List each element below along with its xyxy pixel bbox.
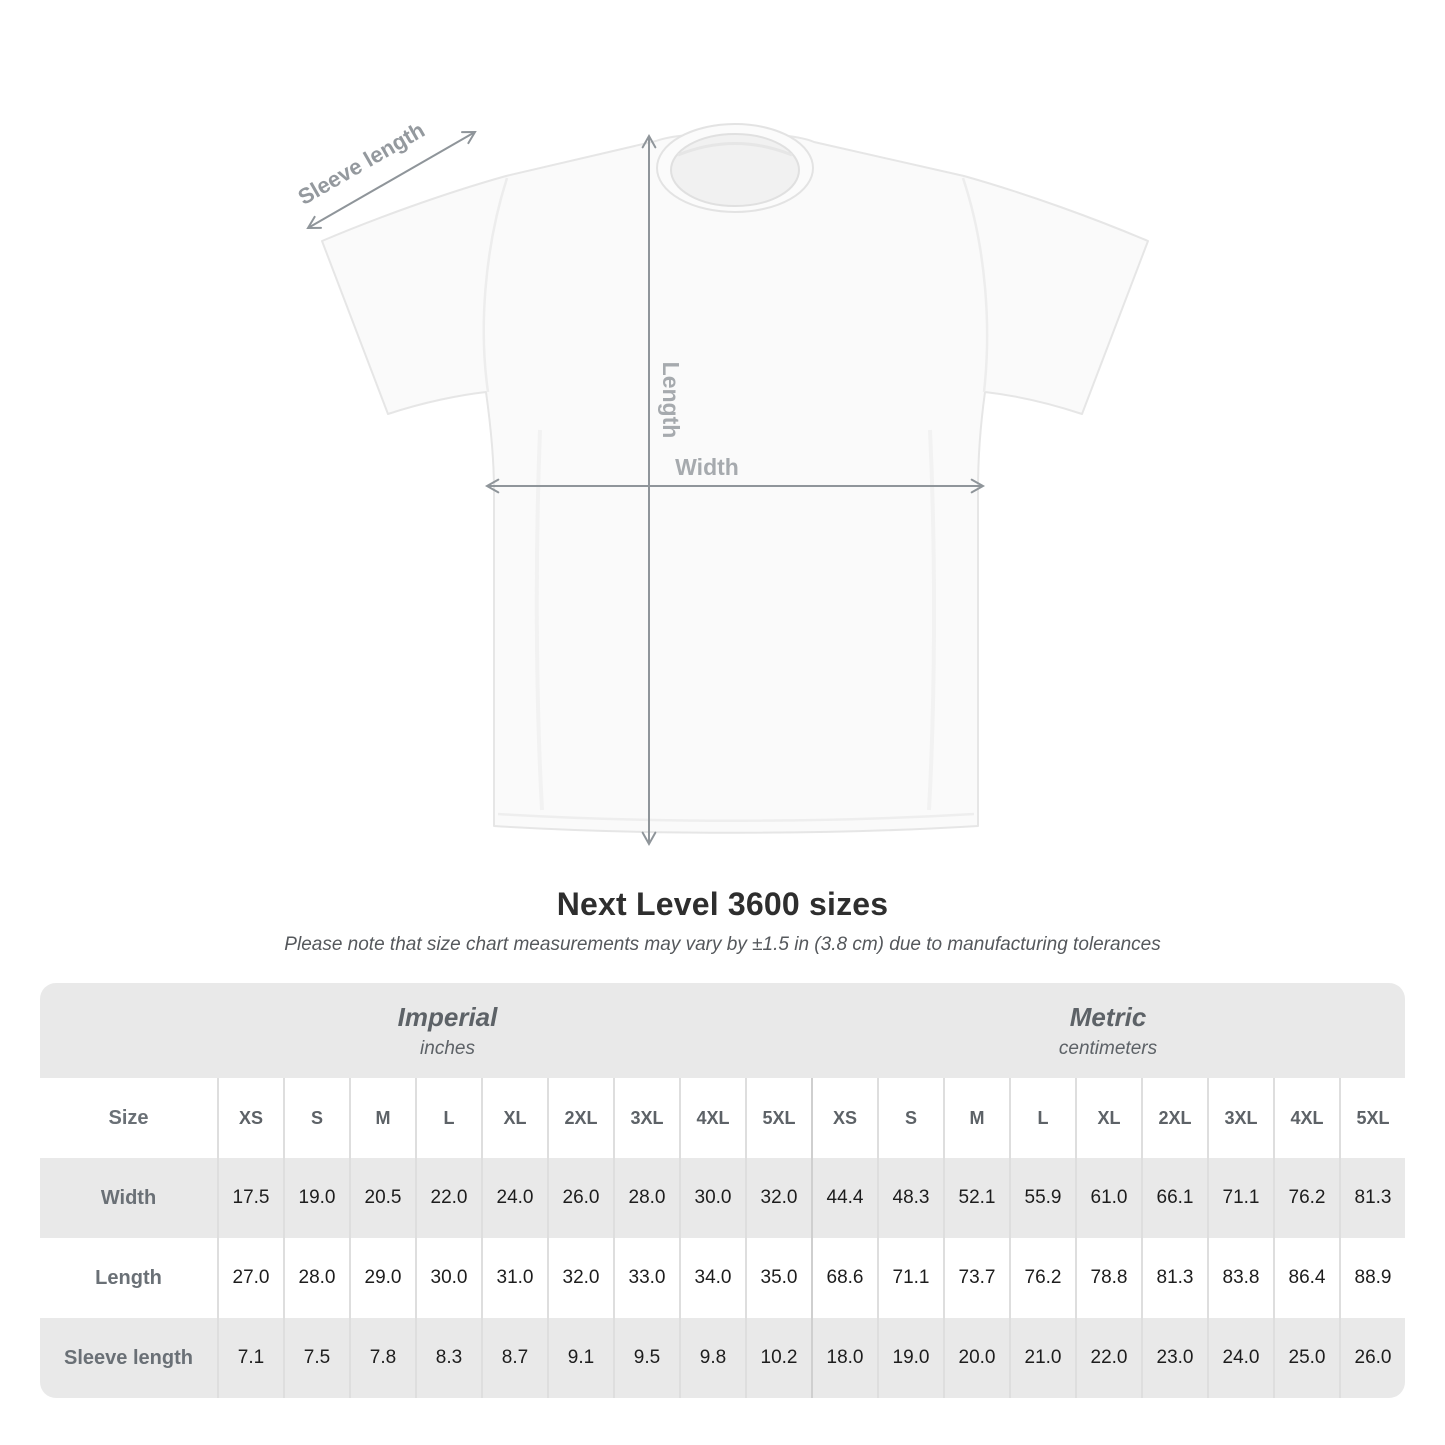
metric-group-header [811, 983, 1405, 1078]
cell-width-metric-2xl: 66.1 [1141, 1158, 1207, 1238]
cell-length-imperial-l: 30.0 [415, 1238, 481, 1318]
size-header-label: Size [108, 1106, 149, 1129]
size-col-metric-4xl: 4XL [1273, 1078, 1339, 1158]
cell-length-metric-4xl: 86.4 [1273, 1238, 1339, 1318]
width-label: Width [675, 454, 739, 480]
cell-sleeve-length-imperial-3xl: 9.5 [613, 1318, 679, 1398]
cell-length-metric-m: 73.7 [943, 1238, 1009, 1318]
size-col-imperial-s: S [283, 1078, 349, 1158]
row-length [40, 1238, 1405, 1318]
size-col-imperial-xs: XS [217, 1078, 283, 1158]
size-col-metric-5xl: 5XL [1339, 1078, 1405, 1158]
cell-sleeve-length-metric-xl: 22.0 [1075, 1318, 1141, 1398]
metric-group-unit: centimeters [1058, 1037, 1158, 1059]
row-sleeve-length-label: Sleeve length [64, 1346, 193, 1369]
cell-width-imperial-3xl: 28.0 [613, 1158, 679, 1238]
cell-width-metric-s: 48.3 [877, 1158, 943, 1238]
cell-width-metric-5xl: 81.3 [1339, 1158, 1405, 1238]
cell-sleeve-length-imperial-xs: 7.1 [217, 1318, 283, 1398]
cell-sleeve-length-metric-5xl: 26.0 [1339, 1318, 1405, 1398]
row-width [40, 1158, 1405, 1238]
cell-width-imperial-2xl: 26.0 [547, 1158, 613, 1238]
cell-length-imperial-5xl: 35.0 [745, 1238, 811, 1318]
row-sleeve-length [40, 1318, 1405, 1398]
cell-width-metric-l: 55.9 [1009, 1158, 1075, 1238]
cell-length-imperial-xs: 27.0 [217, 1238, 283, 1318]
size-col-imperial-l: L [415, 1078, 481, 1158]
size-col-metric-m: M [943, 1078, 1009, 1158]
size-col-metric-s: S [877, 1078, 943, 1158]
cell-length-metric-s: 71.1 [877, 1238, 943, 1318]
size-table [40, 983, 1405, 1398]
size-col-metric-xl: XL [1075, 1078, 1141, 1158]
cell-sleeve-length-imperial-xl: 8.7 [481, 1318, 547, 1398]
cell-length-metric-5xl: 88.9 [1339, 1238, 1405, 1318]
cell-width-imperial-m: 20.5 [349, 1158, 415, 1238]
cell-sleeve-length-imperial-4xl: 9.8 [679, 1318, 745, 1398]
length-label: Length [658, 361, 684, 439]
size-col-imperial-5xl: 5XL [745, 1078, 811, 1158]
cell-width-imperial-5xl: 32.0 [745, 1158, 811, 1238]
cell-width-metric-m: 52.1 [943, 1158, 1009, 1238]
cell-sleeve-length-imperial-m: 7.8 [349, 1318, 415, 1398]
size-col-imperial-xl: XL [481, 1078, 547, 1158]
size-header-row [40, 1078, 1405, 1158]
cell-length-metric-xs: 68.6 [811, 1238, 877, 1318]
size-col-metric-3xl: 3XL [1207, 1078, 1273, 1158]
row-length-label: Length [95, 1266, 162, 1289]
cell-length-imperial-xl: 31.0 [481, 1238, 547, 1318]
cell-width-imperial-4xl: 30.0 [679, 1158, 745, 1238]
cell-width-imperial-xs: 17.5 [217, 1158, 283, 1238]
cell-sleeve-length-imperial-2xl: 9.1 [547, 1318, 613, 1398]
cell-length-metric-xl: 78.8 [1075, 1238, 1141, 1318]
unit-group-band [40, 983, 1405, 1078]
cell-width-metric-3xl: 71.1 [1207, 1158, 1273, 1238]
sleeve-length-label: Sleeve length [293, 117, 429, 210]
cell-length-metric-l: 76.2 [1009, 1238, 1075, 1318]
cell-length-imperial-4xl: 34.0 [679, 1238, 745, 1318]
cell-width-imperial-s: 19.0 [283, 1158, 349, 1238]
size-col-imperial-2xl: 2XL [547, 1078, 613, 1158]
size-col-imperial-m: M [349, 1078, 415, 1158]
cell-sleeve-length-metric-s: 19.0 [877, 1318, 943, 1398]
cell-width-metric-4xl: 76.2 [1273, 1158, 1339, 1238]
cell-width-imperial-l: 22.0 [415, 1158, 481, 1238]
cell-sleeve-length-metric-3xl: 24.0 [1207, 1318, 1273, 1398]
cell-sleeve-length-metric-m: 20.0 [943, 1318, 1009, 1398]
size-col-imperial-3xl: 3XL [613, 1078, 679, 1158]
cell-length-imperial-m: 29.0 [349, 1238, 415, 1318]
cell-sleeve-length-imperial-5xl: 10.2 [745, 1318, 811, 1398]
cell-length-imperial-s: 28.0 [283, 1238, 349, 1318]
cell-width-imperial-xl: 24.0 [481, 1158, 547, 1238]
cell-length-metric-2xl: 81.3 [1141, 1238, 1207, 1318]
cell-length-metric-3xl: 83.8 [1207, 1238, 1273, 1318]
cell-sleeve-length-imperial-s: 7.5 [283, 1318, 349, 1398]
cell-width-metric-xs: 44.4 [811, 1158, 877, 1238]
imperial-group-header [40, 983, 811, 1078]
size-col-imperial-4xl: 4XL [679, 1078, 745, 1158]
heading-block [0, 886, 1445, 956]
page-title: Next Level 3600 sizes [556, 886, 889, 922]
imperial-group-unit: inches [420, 1037, 475, 1059]
cell-sleeve-length-metric-l: 21.0 [1009, 1318, 1075, 1398]
size-col-metric-2xl: 2XL [1141, 1078, 1207, 1158]
cell-sleeve-length-metric-2xl: 23.0 [1141, 1318, 1207, 1398]
cell-sleeve-length-metric-xs: 18.0 [811, 1318, 877, 1398]
cell-length-imperial-2xl: 32.0 [547, 1238, 613, 1318]
cell-sleeve-length-metric-4xl: 25.0 [1273, 1318, 1339, 1398]
row-width-label: Width [100, 1186, 157, 1209]
cell-length-imperial-3xl: 33.0 [613, 1238, 679, 1318]
imperial-group-name: Imperial [397, 1001, 498, 1032]
tolerance-note: Please note that size chart measurements may vary by ±1.5 in (3.8 cm) due to manufacturing tolerances [284, 934, 1161, 955]
metric-group-name: Metric [1069, 1001, 1147, 1032]
size-col-metric-xs: XS [811, 1078, 877, 1158]
cell-sleeve-length-imperial-l: 8.3 [415, 1318, 481, 1398]
cell-width-metric-xl: 61.0 [1075, 1158, 1141, 1238]
size-col-metric-l: L [1009, 1078, 1075, 1158]
